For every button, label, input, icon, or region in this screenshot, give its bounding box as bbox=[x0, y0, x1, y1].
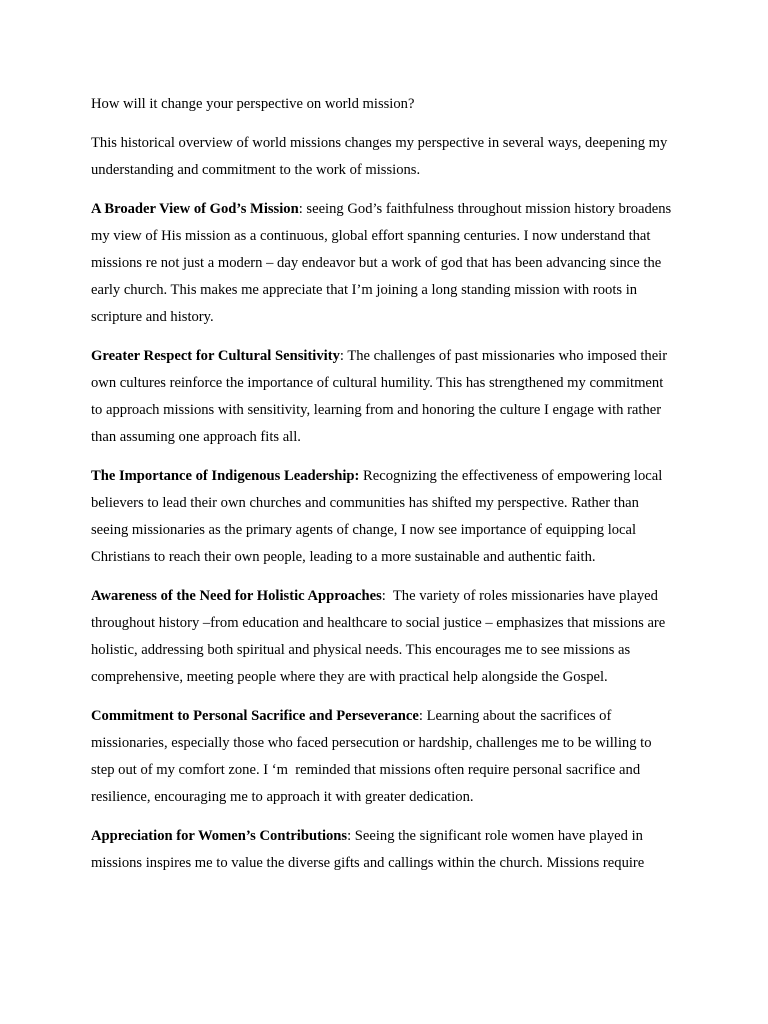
intro-text: This historical overview of world missions changes my perspective in several ways, deepening my understanding and commitment to the work of missions. bbox=[91, 135, 671, 178]
document-body bbox=[91, 91, 677, 889]
section-holistic-approaches bbox=[91, 583, 677, 691]
question-text: How will it change your perspective on world mission? bbox=[91, 96, 415, 112]
section-body: The challenges of past missionaries who imposed their own cultures reinforce the importance of cultural humility. This has strengthened my commitment to approach missions with sensitivity, learning from and honoring the culture I engage with rather than assuming one approach fits all. bbox=[91, 348, 671, 445]
section-separator: : bbox=[418, 708, 427, 724]
section-body: Recognizing the effectiveness of empowering local believers to lead their own churches and communities has shifted my perspective. Rather than seeing missionaries as the primary agents of change, I now see importance of equipping local Christians to reach their own people, leading to a more sustainable and authentic faith. bbox=[91, 468, 666, 565]
section-body: Learning about the sacrifices of missionaries, especially those who faced persecution or hardship, challenges me to be willing to step out of my comfort zone. I ‘m reminded that missions often require personal sacrifice and resilience, encouraging me to approach it with greater dedication. bbox=[91, 708, 656, 805]
section-heading: Commitment to Personal Sacrifice and Perseverance bbox=[91, 708, 419, 724]
section-body: seeing God’s faithfulness throughout mission history broadens my view of His mission as a continuous, global effort spanning centuries. I now understand that missions re not just a modern – day endeavor but a work of god that has been advancing since the early church. This makes me appreciate that I’m joining a long standing mission with roots in scripture and history. bbox=[91, 201, 675, 325]
section-womens-contributions bbox=[91, 823, 677, 877]
section-cultural-sensitivity bbox=[91, 343, 677, 451]
section-separator: : bbox=[381, 588, 393, 604]
question-paragraph bbox=[91, 91, 677, 118]
section-body: Seeing the significant role women have played in missions inspires me to value the diverse gifts and callings within the church. Missions require bbox=[91, 828, 647, 871]
section-broader-view bbox=[91, 196, 677, 331]
section-separator: : bbox=[347, 828, 355, 844]
section-heading: Awareness of the Need for Holistic Approaches bbox=[91, 588, 382, 604]
section-separator: : bbox=[298, 201, 307, 217]
section-heading: Greater Respect for Cultural Sensitivity bbox=[91, 348, 340, 364]
section-separator: : bbox=[339, 348, 348, 364]
section-body: The variety of roles missionaries have played throughout history –from education and healthcare to social justice – emphasizes that missions are holistic, addressing both spiritual and physical needs. This encourages me to see missions as comprehensive, meeting people where they are with practical help alongside the Gospel. bbox=[91, 588, 669, 685]
section-heading: Appreciation for Women’s Contributions bbox=[91, 828, 348, 844]
section-heading: The Importance of Indigenous Leadership: bbox=[91, 468, 360, 484]
section-personal-sacrifice bbox=[91, 703, 677, 811]
section-heading: A Broader View of God’s Mission bbox=[91, 201, 299, 217]
section-indigenous-leadership bbox=[91, 463, 677, 571]
intro-paragraph bbox=[91, 130, 677, 184]
